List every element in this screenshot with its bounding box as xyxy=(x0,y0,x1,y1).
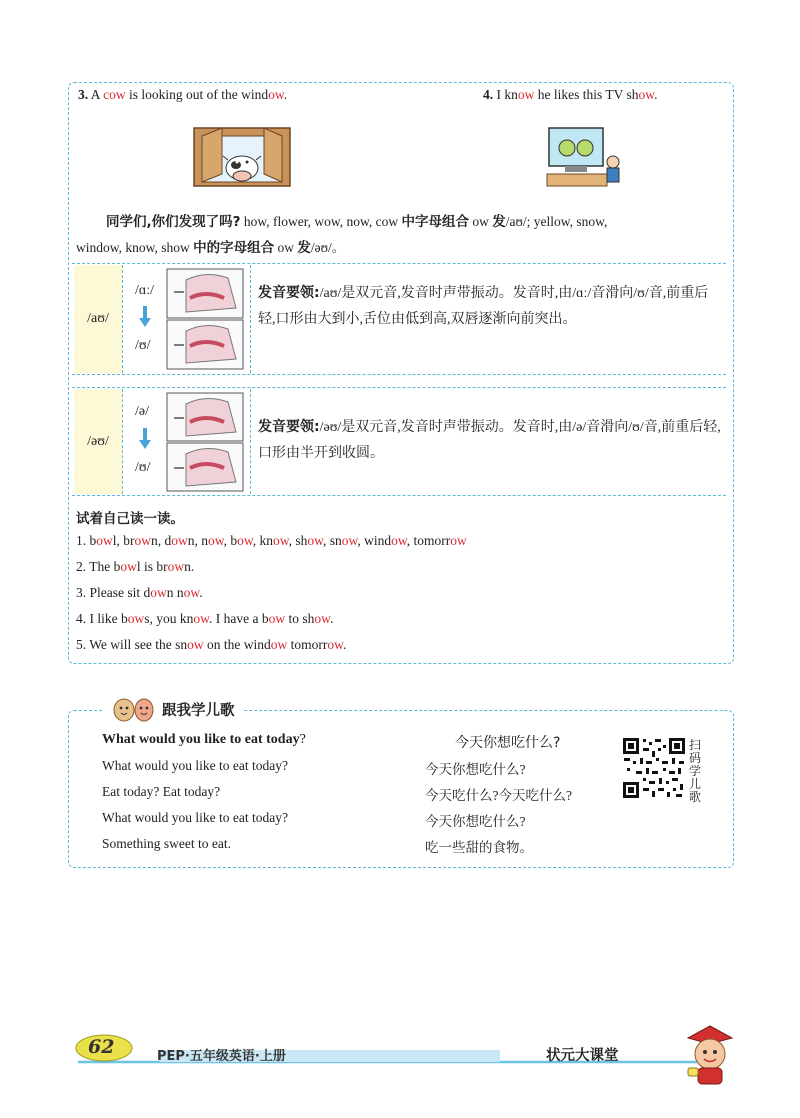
lyric-line-en: Something sweet to eat. xyxy=(102,836,231,851)
ipa-cell-au: /aʊ/ xyxy=(74,265,122,373)
page-number: 62 xyxy=(88,1036,115,1058)
col-divider xyxy=(122,389,123,494)
example-4: 4. I know he likes this TV show. xyxy=(483,87,658,102)
potato-mascot-icon xyxy=(112,696,156,722)
pronunciation-tip-au: 发音要领:/aʊ/是双元音,发音时声带振动。发音时,由/ɑː/音滑向/ʊ/音,前重后轻,口形由大到小,舌位由低到高,双唇逐渐向前突出。 xyxy=(258,285,709,327)
song-header: 跟我学儿歌 xyxy=(104,696,243,722)
lyric-line-en: Eat today? Eat today? xyxy=(102,784,221,799)
lyric-line-zh: 吃一些甜的食物。 xyxy=(425,840,533,855)
discover-line-2: window, know, show 中的字母组合 ow 发/əʊ/。 xyxy=(76,240,346,256)
lyric-line-en: What would you like to eat today? xyxy=(102,758,288,773)
lyric-line-zh: 今天吃什么?今天吃什么? xyxy=(425,788,572,803)
qr-label: 扫码学儿歌 xyxy=(689,738,702,804)
practice-line: 1. bowl, brown, down, now, bow, know, show, snow, window, tomorrow xyxy=(76,533,467,548)
col-divider xyxy=(250,389,251,494)
col-divider xyxy=(122,265,123,373)
practice-line: 4. I like bows, you know. I have a bow to show. xyxy=(76,611,334,626)
row-divider xyxy=(72,495,726,496)
practice-line: 3. Please sit down now. xyxy=(76,585,203,600)
ipa-end-ou: /ʊ/ xyxy=(135,460,151,475)
cow-window-illustration xyxy=(192,124,292,188)
practice-heading: 试着自己读一读。 xyxy=(76,511,184,527)
practice-line: 5. We will see the snow on the window tomorrow. xyxy=(76,637,347,652)
book-title: PEP·五年级英语·上册 xyxy=(157,1049,286,1064)
arrow-down-icon xyxy=(139,428,151,450)
practice-line: 2. The bowl is brown. xyxy=(76,559,195,574)
song-title-en: What would you like to eat today? xyxy=(102,732,306,747)
col-divider xyxy=(250,265,251,373)
tv-show-illustration xyxy=(545,124,625,190)
mouth-diagram-icon xyxy=(166,268,244,370)
lyric-line-zh: 今天你想吃什么? xyxy=(425,762,526,777)
ipa-start-ou: /ə/ xyxy=(135,404,149,419)
mouth-diagram-icon xyxy=(166,392,244,492)
lyric-line-en: What would you like to eat today? xyxy=(102,810,288,825)
discover-line-1: 同学们,你们发现了吗? how, flower, wow, now, cow 中字母组合 ow 发/aʊ/; yellow, snow, xyxy=(106,214,608,230)
arrow-down-icon xyxy=(139,306,151,328)
row-divider xyxy=(72,374,726,375)
pronunciation-tip-ou: 发音要领:/əʊ/是双元音,发音时声带振动。发音时,由/ə/音滑向/ʊ/音,前重后轻,口形由半开到收圆。 xyxy=(258,419,721,461)
song-title-zh: 今天你想吃什么? xyxy=(455,735,561,751)
example-3: 3. A cow is looking out of the window. xyxy=(78,87,288,102)
row-divider xyxy=(72,263,726,264)
lyric-line-zh: 今天你想吃什么? xyxy=(425,814,526,829)
ipa-start-au: /ɑː/ xyxy=(135,283,154,298)
ipa-cell-ou: /əʊ/ xyxy=(74,389,122,494)
qr-code[interactable] xyxy=(622,737,686,799)
phonics-section xyxy=(68,82,734,664)
brand-name: 状元大课堂 xyxy=(546,1048,619,1064)
mascot-icon xyxy=(680,1024,740,1088)
ipa-end-au: /ʊ/ xyxy=(135,338,151,353)
row-divider xyxy=(72,387,726,388)
